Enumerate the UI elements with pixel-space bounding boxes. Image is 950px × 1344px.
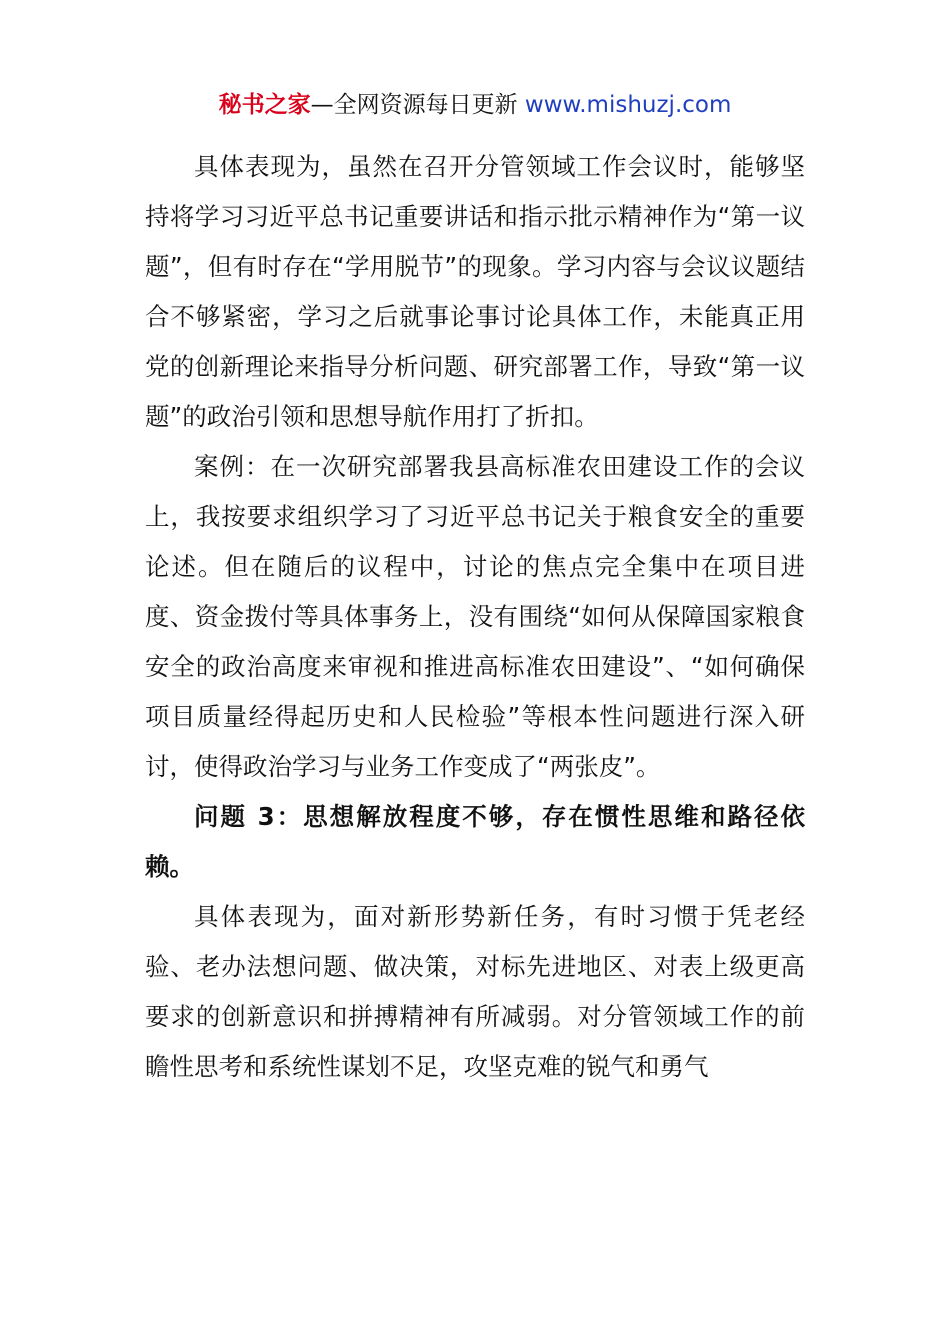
site-url-link[interactable]: www.mishuzj.com xyxy=(524,92,732,118)
paragraph-performance: 具体表现为，虽然在召开分管领域工作会议时，能够坚持将学习习近平总书记重要讲话和指示批示精神作为“第一议题”，但有时存在“学用脱节”的现象。学习内容与会议议题结合不够紧密，学习之后就事论事讨论具体工作，未能真正用党的创新理论来指导分析问题、研究部署工作，导致“第一议题”的政治引领和思想导航作用打了折扣。 xyxy=(145,152,805,431)
paragraph-case: 案例：在一次研究部署我县高标准农田建设工作的会议上，我按要求组织学习了习近平总书记关于粮食安全的重要论述。但在随后的议程中，讨论的焦点完全集中在项目进度、资金拨付等具体事务上，没有围绕“如何从保障国家粮食安全的政治高度来审视和推进高标准农田建设”、“如何确保项目质量经得起历史和人民检验”等根本性问题进行深入研讨，使得政治学习与业务工作变成了“两张皮”。 xyxy=(145,452,805,781)
brand-name: 秘书之家 xyxy=(218,92,311,118)
site-slogan: —全网资源每日更新 xyxy=(310,92,525,118)
paragraph-problem-3-performance: 具体表现为，面对新形势新任务，有时习惯于凭老经验、老办法想问题、做决策，对标先进地区、对表上级更高要求的创新意识和拼搏精神有所减弱。对分管领域工作的前瞻性思考和系统性谋划不足，攻坚克难的锐气和勇气 xyxy=(145,902,805,1081)
problem-3-heading: 问题 3：思想解放程度不够，存在惯性思维和路径依赖。 xyxy=(145,802,805,881)
document-body xyxy=(145,142,805,1092)
site-header xyxy=(0,88,950,122)
